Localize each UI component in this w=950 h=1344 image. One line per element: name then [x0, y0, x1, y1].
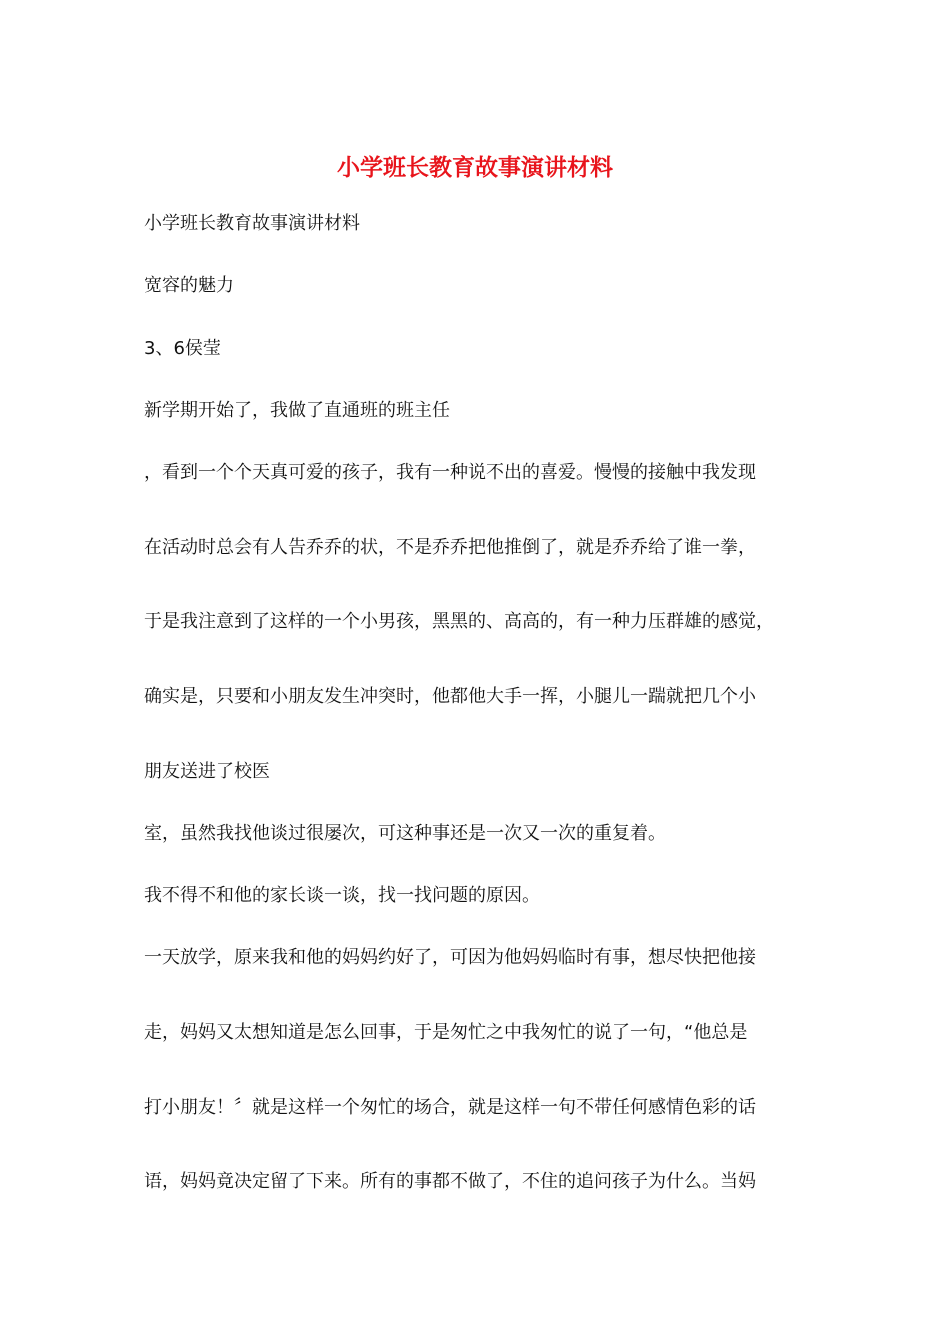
paragraph-line: 一天放学，原来我和他的妈妈约好了，可因为他妈妈临时有事，想尽快把他接 — [144, 947, 756, 968]
paragraph-line: 朋友送进了校医 — [144, 761, 270, 782]
paragraph-line-subtitle: 小学班长教育故事演讲材料 — [144, 213, 360, 234]
paragraph-line-author: 3、6侯莹 — [144, 338, 221, 359]
paragraph-line: 在活动时总会有人告乔乔的状，不是乔乔把他推倒了，就是乔乔给了谁一拳， — [144, 537, 756, 558]
paragraph-line: 语，妈妈竟决定留了下来。所有的事都不做了，不住的追问孩子为什么。当妈 — [144, 1171, 756, 1192]
paragraph-line: 室，虽然我找他谈过很屡次，可这种事还是一次又一次的重复着。 — [144, 823, 666, 844]
paragraph-line: 走，妈妈又太想知道是怎么回事，于是匆忙之中我匆忙的说了一句，“他总是 — [144, 1022, 748, 1043]
paragraph-line: 打小朋友！〞就是这样一个匆忙的场合，就是这样一句不带任何感情色彩的话 — [144, 1097, 756, 1118]
paragraph-line: 新学期开始了，我做了直通班的班主任 — [144, 400, 450, 421]
paragraph-line: 确实是，只要和小朋友发生冲突时，他都他大手一挥，小腿儿一踹就把几个小 — [144, 686, 756, 707]
paragraph-line-heading: 宽容的魅力 — [144, 275, 234, 296]
paragraph-line: 于是我注意到了这样的一个小男孩，黑黑的、高高的，有一种力压群雄的感觉， — [144, 611, 774, 632]
document-title: 小学班长教育故事演讲材料 — [337, 154, 613, 181]
paragraph-line: 我不得不和他的家长谈一谈，找一找问题的原因。 — [144, 885, 540, 906]
paragraph-line: ，看到一个个天真可爱的孩子，我有一种说不出的喜爱。慢慢的接触中我发现 — [144, 462, 756, 483]
